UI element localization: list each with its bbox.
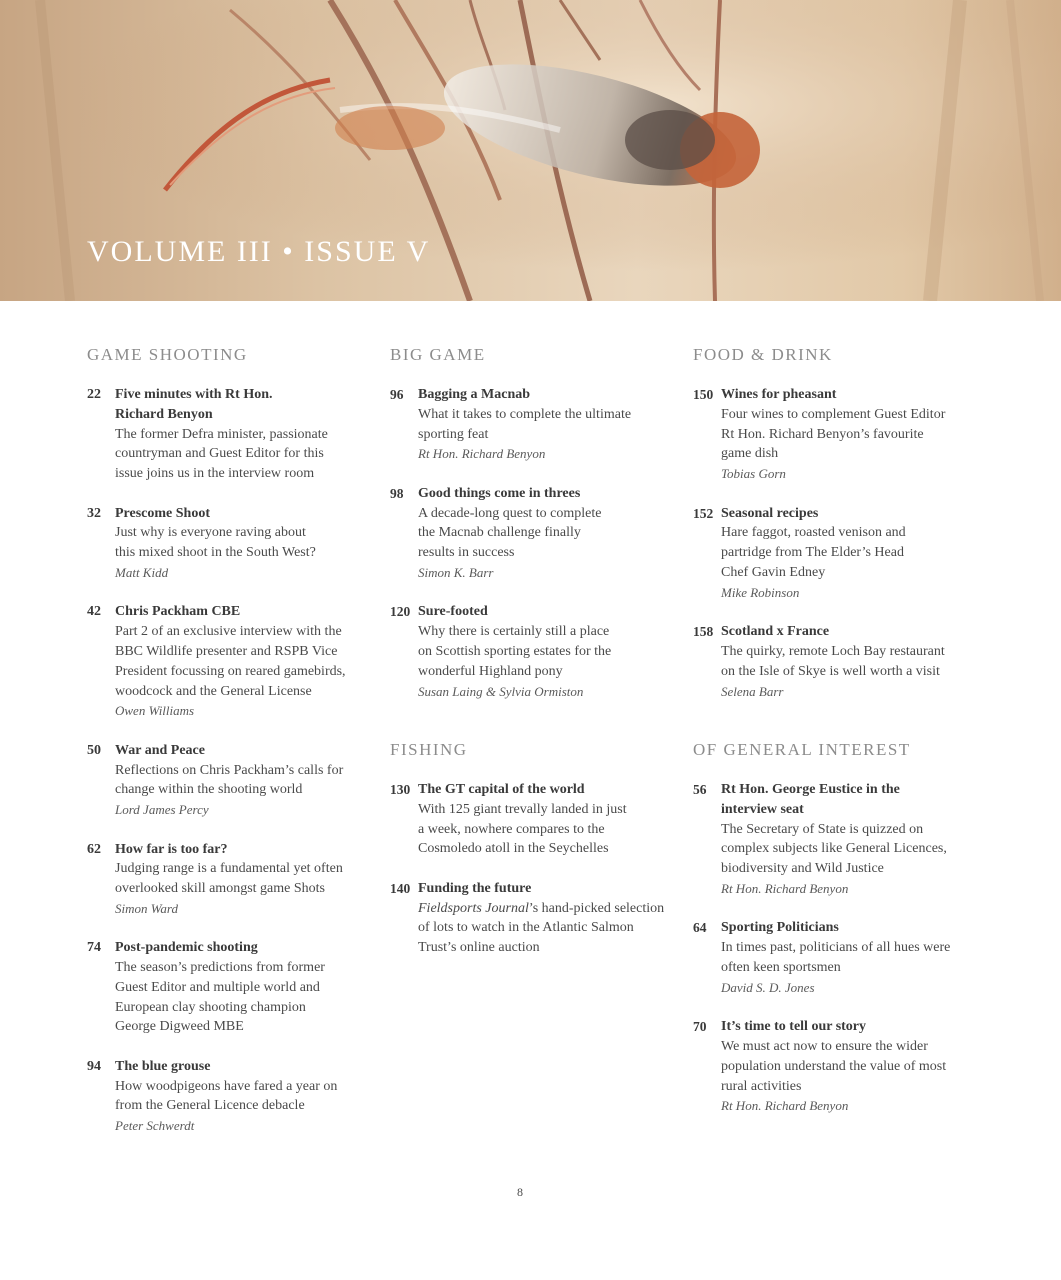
entry-description: countryman and Guest Editor for this	[115, 446, 324, 462]
entry-author: Tobias Gorn	[721, 466, 786, 482]
contents-entry[interactable]	[693, 1017, 973, 1116]
section-title-fishing: FISHING	[390, 740, 468, 759]
fishing-section	[390, 739, 670, 978]
entry-description: issue joins us in the interview room	[115, 466, 315, 482]
contents-entry[interactable]	[390, 484, 670, 583]
entry-page-number: 64	[693, 920, 707, 936]
entry-description: Guest Editor and multiple world and	[115, 979, 320, 995]
entry-title: Chris Packham CBE	[115, 604, 241, 620]
contents-entry[interactable]	[87, 741, 367, 820]
entry-page-number: 96	[390, 387, 404, 402]
entry-description: Hare faggot, roasted venison and	[721, 525, 906, 541]
entry-title: Post-pandemic shooting	[115, 940, 258, 956]
entry-title: Good things come in threes	[418, 485, 581, 501]
contents-entry[interactable]	[693, 385, 973, 484]
entry-description: Part 2 of an exclusive interview with the	[115, 624, 342, 640]
entry-description: the Macnab challenge finally	[418, 525, 581, 541]
hero-banner	[0, 0, 1061, 301]
entry-description: of lots to watch in the Atlantic Salmon	[418, 920, 634, 936]
entry-description: In times past, politicians of all hues were	[721, 940, 951, 956]
entry-description: this mixed shoot in the South West?	[115, 545, 316, 561]
entry-page-number: 42	[87, 604, 101, 620]
contents-entry[interactable]	[693, 504, 973, 603]
contents-entry[interactable]	[87, 840, 367, 919]
entry-title: War and Peace	[115, 742, 205, 758]
entry-description: overlooked skill amongst game Shots	[115, 881, 325, 897]
entry-page-number: 158	[693, 624, 714, 640]
entry-description: With 125 giant trevally landed in just	[418, 801, 627, 817]
entry-page-number: 98	[390, 485, 404, 501]
entry-author: Rt Hon. Richard Benyon	[721, 880, 849, 896]
entry-title: Five minutes with Rt Hon.	[115, 387, 273, 402]
entry-page-number: 130	[390, 782, 411, 797]
entry-description: Just why is everyone raving about	[115, 525, 306, 541]
contents-entry[interactable]	[87, 938, 367, 1037]
entry-description-text: ’s hand-picked selection	[528, 900, 665, 916]
contents-entry[interactable]	[693, 780, 973, 899]
entry-author: Rt Hon. Richard Benyon	[721, 1098, 849, 1114]
entry-description: results in success	[418, 545, 515, 561]
entry-description: wonderful Highland pony	[418, 663, 563, 679]
entry-title: Scotland x France	[721, 624, 830, 640]
contents-entry[interactable]	[390, 780, 670, 859]
section-title-big-game: BIG GAME	[390, 345, 486, 364]
entry-description: We must act now to ensure the wider	[721, 1038, 928, 1054]
general-interest-section	[693, 739, 973, 1136]
entry-title: Richard Benyon	[115, 406, 213, 422]
entry-page-number: 50	[87, 742, 101, 758]
entry-description: from the General Licence debacle	[115, 1098, 305, 1114]
entry-author: Owen Williams	[115, 703, 195, 719]
entry-description: Chef Gavin Edney	[721, 564, 826, 580]
entry-title: Funding the future	[418, 880, 532, 896]
entry-author: Matt Kidd	[115, 564, 169, 580]
entry-title: interview seat	[721, 801, 804, 817]
entry-description: Trust’s online auction	[418, 940, 540, 956]
entry-description: George Digweed MBE	[115, 1019, 244, 1035]
contents-entry[interactable]	[693, 622, 973, 701]
contents-entry[interactable]	[693, 918, 973, 997]
entry-description: a week, nowhere compares to the	[418, 821, 605, 837]
entry-description: complex subjects like General Licences,	[721, 841, 947, 857]
entry-description: Four wines to complement Guest Editor	[721, 406, 946, 422]
entry-page-number: 140	[390, 880, 411, 896]
entry-description: on the Isle of Skye is well worth a visit	[721, 663, 940, 679]
entry-description: The Secretary of State is quizzed on	[721, 821, 924, 837]
contents-column-2	[390, 344, 670, 721]
section-title-game-shooting: GAME SHOOTING	[87, 345, 248, 364]
entry-page-number: 120	[390, 604, 411, 620]
entry-description: partridge from The Elder’s Head	[721, 545, 904, 561]
entry-author: Lord James Percy	[115, 802, 209, 818]
entry-title: Bagging a Macnab	[418, 387, 531, 402]
entry-page-number: 70	[693, 1019, 707, 1035]
entry-title: Sure-footed	[418, 604, 488, 620]
volume-issue-title: VOLUME III • ISSUE V	[87, 235, 431, 268]
contents-entry[interactable]	[390, 385, 670, 464]
contents-entry[interactable]	[87, 385, 367, 484]
entry-title: It’s time to tell our story	[721, 1019, 867, 1035]
contents-entry[interactable]	[390, 602, 670, 701]
section-title-general-interest: OF GENERAL INTEREST	[693, 740, 911, 759]
entry-description	[418, 899, 670, 919]
entry-author: Peter Schwerdt	[115, 1118, 195, 1134]
entry-author: Simon K. Barr	[418, 564, 494, 580]
entry-description: The quirky, remote Loch Bay restaurant	[721, 643, 945, 659]
entry-description: Why there is certainly still a place	[418, 624, 610, 640]
entry-author: Susan Laing & Sylvia Ormiston	[418, 683, 584, 699]
entry-page-number: 32	[87, 505, 101, 521]
contents-column-3	[693, 344, 973, 721]
entry-author: Simon Ward	[115, 900, 178, 916]
entry-description: on Scottish sporting estates for the	[418, 643, 612, 659]
entry-description: woodcock and the General License	[115, 683, 312, 699]
section-title-food-drink: FOOD & DRINK	[693, 345, 833, 364]
entry-description: Cosmoledo atoll in the Seychelles	[418, 841, 609, 857]
entry-title: The GT capital of the world	[418, 782, 585, 797]
entry-page-number: 22	[87, 387, 101, 402]
entry-description: The former Defra minister, passionate	[115, 426, 328, 442]
entry-description: BBC Wildlife presenter and RSPB Vice	[115, 643, 338, 659]
page-number: 8	[517, 1185, 523, 1199]
entry-description: biodiversity and Wild Justice	[721, 861, 884, 877]
entry-title: Prescome Shoot	[115, 505, 210, 521]
entry-title: Seasonal recipes	[721, 505, 819, 521]
entry-description: Reflections on Chris Packham’s calls for	[115, 762, 344, 778]
entry-description: rural activities	[721, 1078, 802, 1094]
contents-entry[interactable]	[87, 602, 367, 721]
entry-author: David S. D. Jones	[721, 979, 815, 995]
entry-author: Rt Hon. Richard Benyon	[418, 446, 546, 462]
entry-description: change within the shooting world	[115, 782, 303, 798]
entry-description: What it takes to complete the ultimate	[418, 406, 632, 422]
contents-entry[interactable]	[390, 879, 670, 958]
entry-author: Mike Robinson	[721, 584, 800, 600]
entry-description: game dish	[721, 446, 779, 462]
entry-description: population understand the value of most	[721, 1058, 947, 1074]
entry-description: How woodpigeons have fared a year on	[115, 1078, 338, 1094]
contents-column-1	[87, 344, 367, 1156]
contents-entry[interactable]	[87, 1057, 367, 1136]
entry-description: Judging range is a fundamental yet often	[115, 861, 343, 877]
entry-page-number: 94	[87, 1058, 101, 1074]
entry-title: The blue grouse	[115, 1058, 211, 1074]
publication-name: Fieldsports Journal	[418, 900, 529, 916]
entry-title: Sporting Politicians	[721, 920, 839, 936]
entry-description: Rt Hon. Richard Benyon’s favourite	[721, 426, 924, 442]
entry-title: Rt Hon. George Eustice in the	[721, 782, 900, 797]
entry-description: often keen sportsmen	[721, 959, 841, 975]
entry-title: Wines for pheasant	[721, 387, 837, 402]
entry-description: sporting feat	[418, 426, 489, 442]
entry-page-number: 152	[693, 505, 714, 521]
entry-description: European clay shooting champion	[115, 999, 306, 1015]
entry-author: Selena Barr	[721, 683, 784, 699]
contents-entry[interactable]	[87, 504, 367, 583]
entry-page-number: 150	[693, 387, 714, 402]
entry-page-number: 74	[87, 940, 101, 956]
entry-title: How far is too far?	[115, 841, 228, 857]
entry-description: A decade-long quest to complete	[418, 505, 602, 521]
entry-page-number: 62	[87, 841, 101, 857]
entry-description: The season’s predictions from former	[115, 960, 325, 976]
entry-description: President focussing on reared gamebirds,	[115, 663, 346, 679]
entry-page-number: 56	[693, 782, 707, 797]
